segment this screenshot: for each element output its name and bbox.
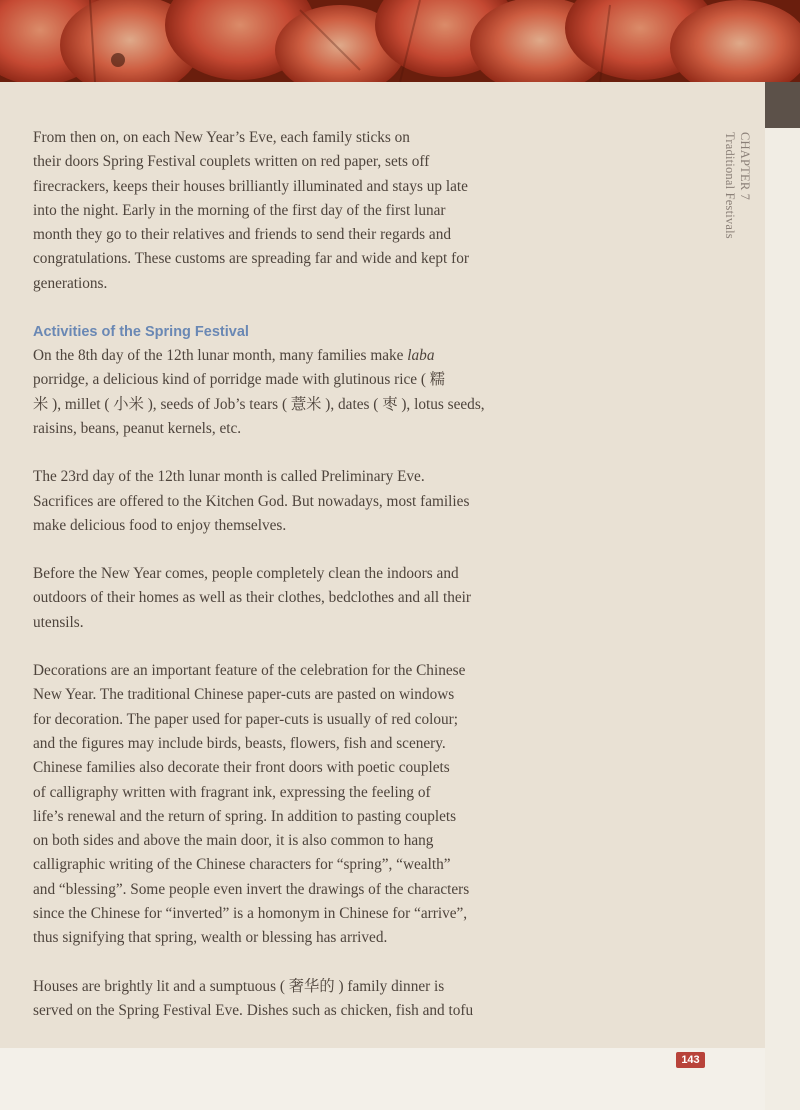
- text-line: thus signifying that spring, wealth or blessing has arrived.: [33, 929, 388, 947]
- text-line: From then on, on each New Year’s Eve, each family sticks on: [33, 129, 410, 146]
- text-line: New Year. The traditional Chinese paper-cuts are pasted on windows: [33, 686, 455, 704]
- text-line: and the figures may include birds, beasts, flowers, fish and scenery.: [33, 734, 446, 752]
- chapter-title: Traditional Festivals: [723, 132, 737, 239]
- chapter-number: CHAPTER 7: [738, 132, 752, 201]
- text-line: generations.: [33, 274, 108, 292]
- text-line: Before the New Year comes, people completely clean the indoors and: [33, 565, 459, 583]
- text-line: of calligraphy written with fragrant ink, expressing the feeling of: [33, 783, 431, 801]
- paragraph-cleaning: [33, 562, 553, 635]
- text-line: firecrackers, keeps their houses brilliantly illuminated and stays up late: [33, 177, 468, 195]
- text-line: on both sides and above the main door, it is also common to hang: [33, 832, 434, 850]
- bottom-margin: [0, 1048, 765, 1110]
- paragraph-dinner: [33, 975, 553, 1024]
- text-line: Decorations are an important feature of the celebration for the Chinese: [33, 662, 466, 680]
- text-line: and “blessing”. Some people even invert the drawings of the characters: [33, 880, 470, 898]
- text-line: into the night. Early in the morning of the first day of the first lunar: [33, 201, 446, 219]
- section-heading: Activities of the Spring Festival: [33, 324, 249, 341]
- chapter-side-label: [722, 132, 752, 239]
- text-line: Chinese families also decorate their front doors with poetic couplets: [33, 759, 450, 777]
- text-line: their doors Spring Festival couplets written on red paper, sets off: [33, 153, 430, 171]
- text-line: calligraphic writing of the Chinese characters for “spring”, “wealth”: [33, 856, 451, 874]
- page-number-badge: 143: [676, 1052, 705, 1068]
- right-margin: [765, 82, 800, 1110]
- paragraph-decorations: [33, 659, 553, 951]
- laba-term: laba: [407, 347, 435, 365]
- text-line: congratulations. These customs are spreading far and wide and kept for: [33, 250, 469, 268]
- text-line: for decoration. The paper used for paper-cuts is usually of red colour;: [33, 710, 459, 728]
- text-line: raisins, beans, peanut kernels, etc.: [33, 419, 242, 437]
- text-line: month they go to their relatives and friends to send their regards and: [33, 226, 451, 244]
- text-line: served on the Spring Festival Eve. Dishes such as chicken, fish and tofu: [33, 1001, 474, 1019]
- right-margin-band: [765, 82, 800, 128]
- text-line: porridge, a delicious kind of porridge made with glutinous rice ( 糯: [33, 371, 446, 389]
- body-text: [33, 126, 553, 1023]
- text-line: The 23rd day of the 12th lunar month is called Preliminary Eve.: [33, 468, 425, 486]
- text-line: Houses are brightly lit and a sumptuous ( 奢华的 ) family dinner is: [33, 977, 445, 995]
- lantern-photo: [0, 0, 800, 82]
- text-line: make delicious food to enjoy themselves.: [33, 516, 287, 534]
- header-lantern-banner: [0, 0, 800, 82]
- text-line: Sacrifices are offered to the Kitchen God. But nowadays, most families: [33, 492, 470, 510]
- paragraph-intro: [33, 126, 553, 296]
- text-line: outdoors of their homes as well as their clothes, bedclothes and all their: [33, 589, 471, 607]
- text-line: utensils.: [33, 613, 84, 631]
- paragraph-preliminary-eve: [33, 465, 553, 538]
- text-line: 米 ), millet ( 小米 ), seeds of Job’s tears ( 薏米 ), dates ( 枣 ), lotus seeds,: [33, 395, 485, 413]
- text-line: since the Chinese for “inverted” is a homonym in Chinese for “arrive”,: [33, 905, 468, 923]
- text-line: On the 8th day of the 12th lunar month, many families make laba: [33, 347, 435, 365]
- text-line: life’s renewal and the return of spring. In addition to pasting couplets: [33, 807, 457, 825]
- paragraph-laba: [33, 344, 553, 441]
